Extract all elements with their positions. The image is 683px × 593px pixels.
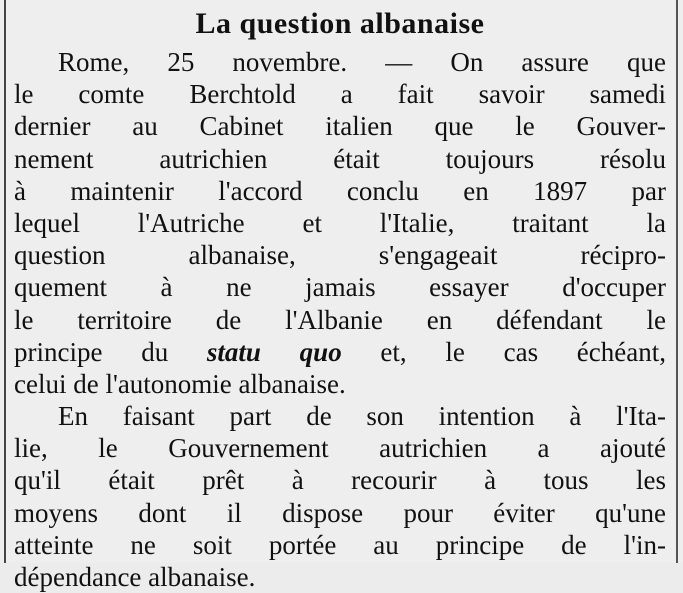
paragraph-1-line: dernier au Cabinet italien que le Gouver- [14,111,666,142]
paragraph-2-line: moyens dont il dispose pour éviter qu'une [14,497,666,528]
line-segment: principe du [14,336,207,367]
paragraph-1-line: Rome, 25 novembre. — On assure que [58,47,666,77]
article-title: La question albanaise [195,7,485,40]
italic-phrase: statu quo [206,336,342,367]
paragraph-2-line: En faisant part de son intention à l'Ita- [58,401,666,432]
article [14,6,666,593]
paragraph-1-line-with-italic [14,336,666,368]
paragraph-1-last-line: celui de l'autonomie albanaise. [14,368,346,399]
paragraph-1 [14,46,666,400]
paragraph-1-line: question albanaise, s'engageait récipro- [14,240,666,271]
paragraph-2-line: qu'il était prêt à recourir à tous les [14,465,666,496]
column-rule-left [4,0,6,563]
paragraph-1-line: le comte Berchtold a fait savoir samedi [14,79,666,110]
paragraph-2-line: lie, le Gouvernement autrichien a ajouté [14,433,666,464]
paragraph-1-line: à maintenir l'accord conclu en 1897 par [14,175,666,206]
paragraph-1-line: nement autrichien était toujours résolu [14,143,666,174]
paragraph-1-line: lequel l'Autriche et l'Italie, traitant la [14,207,666,238]
column-rule-right [676,0,678,563]
paragraph-2-last-line: dépendance albanaise. [14,562,256,592]
paragraph-2-line: atteinte ne soit portée au principe de l'in- [14,529,666,560]
paragraph-1-line: quement à ne jamais essayer d'occuper [14,272,666,303]
paragraph-1-line: le territoire de l'Albanie en défendant le [14,304,666,335]
line-segment: et, le cas échéant, [341,336,666,367]
paragraph-2 [14,400,666,593]
